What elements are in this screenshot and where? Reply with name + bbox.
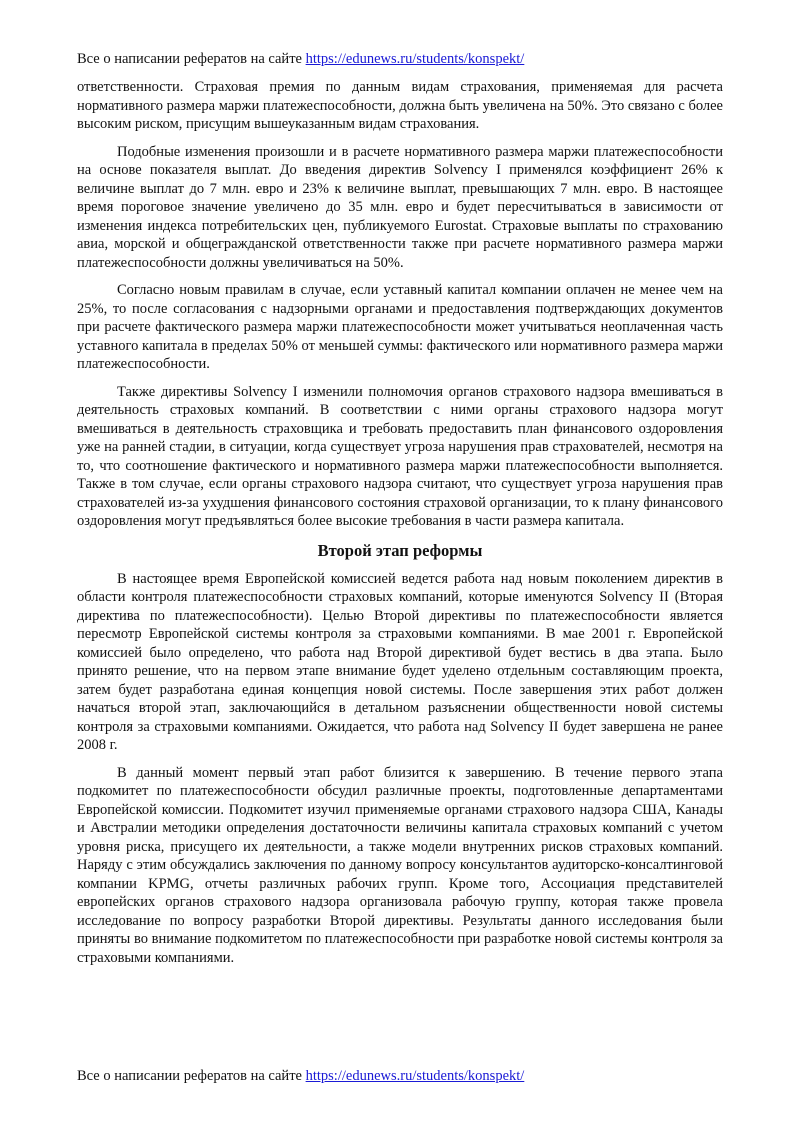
header-link[interactable]: https://edunews.ru/students/konspekt/ xyxy=(305,51,525,67)
paragraph: В данный момент первый этап работ близится к завершению. В течение первого этапа подкомитет по платежеспособности обсудил различные проекты, подготовленные департаментами Европейской комиссии. Подкомитет изучил применяемые органами страхового надзора США, Канады и Австралии методики определения достаточности величины капитала страховых компаний с учетом уровня риска, присущего их деятельности, а также модели внутренних рисков страховых компаний. Наряду с этим обсуждались заключения по данному вопросу консультантов аудиторско-консалтинговой компании KPMG, отчеты различных рабочих групп. Кроме того, Ассоциация представителей европейских органов страхового надзора организовала рабочую группу, которая также провела исследование по вопросу разработки Второй директивы. Результаты данного исследования были приняты во внимание подкомитетом по платежеспособности при разработке новой системы контроля за страховыми компаниями. xyxy=(77,764,723,966)
page-footer xyxy=(77,1067,524,1085)
document-body xyxy=(77,78,723,976)
page-header xyxy=(77,50,524,68)
header-text: Все о написании рефератов на сайте xyxy=(77,51,306,67)
footer-text: Все о написании рефератов на сайте xyxy=(77,1068,306,1084)
footer-link[interactable]: https://edunews.ru/students/konspekt/ xyxy=(305,1068,525,1084)
paragraph: ответственности. Страховая премия по данным видам страхования, применяемая для расчета нормативного размера маржи платежеспособности, должна быть увеличена на 50%. Это связано с более высоким риском, присущим вышеуказанным видам страхования. xyxy=(77,79,723,132)
paragraph: Подобные изменения произошли и в расчете нормативного размера маржи платежеспособности на основе показателя выплат. До введения директив Solvency I применялся коэффициент 26% к величине выплат до 7 млн. евро и 23% к величине выплат, превышающих 7 млн. евро. В настоящее время пороговое значение увеличено до 35 млн. евро и будет пересчитываться в зависимости от изменения индекса потребительских цен, публикуемого Eurostat. Страховые выплаты по страхованию авиа, морской и общегражданской ответственности также при расчете нормативного размера маржи платежеспособности должны увеличиваться на 50%. xyxy=(77,143,723,271)
paragraph: Также директивы Solvency I изменили полномочия органов страхового надзора вмешиваться в деятельность страховых компаний. В соответствии с ними органы страхового надзора могут вмешиваться в деятельность страховщика и требовать предоставить план финансового оздоровления уже на ранней стадии, в ситуации, когда существует угроза нарушения прав страхователей, несмотря на то, что соотношение фактического и нормативного размера маржи платежеспособности выполняется. Также в том случае, если органы страхового надзора считают, что существует угроза нарушения прав страхователей из-за ухудшения финансового состояния страховой организации, то к плану финансового оздоровления могут предъявляться более высокие требования в части размера капитала. xyxy=(77,383,723,529)
section-heading: Второй этап реформы xyxy=(317,540,483,560)
paragraph: Согласно новым правилам в случае, если уставный капитал компании оплачен не менее чем на 25%, то после согласования с надзорными органами и предоставления подтверждающих документов при расчете фактического размера маржи платежеспособности может учитываться неоплаченная часть уставного капитала в пределах 50% от меньшей суммы: фактического или нормативного размера маржи платежеспособности. xyxy=(77,282,723,372)
paragraph: В настоящее время Европейской комиссией ведется работа над новым поколением директив в области контроля платежеспособности страховых компаний, которые именуются Solvency II (Вторая директива по платежеспособности). Целью Второй директивы по платежеспособности является пересмотр Европейской системы контроля за страховыми компаниями. В мае 2001 г. Европейской комиссией было определено, что работа над Второй директивой будет вестись в два этапа. Было принято решение, что на первом этапе внимание будет уделено отдельным составляющим проекта, затем будет разработана единая концепция новой системы. После завершения этих работ должен начаться второй этап, заключающийся в детальном разъяснении общественности новой системы контроля за страховыми компаниями. Ожидается, что работа над Solvency II будет завершена не ранее 2008 г. xyxy=(77,570,723,753)
